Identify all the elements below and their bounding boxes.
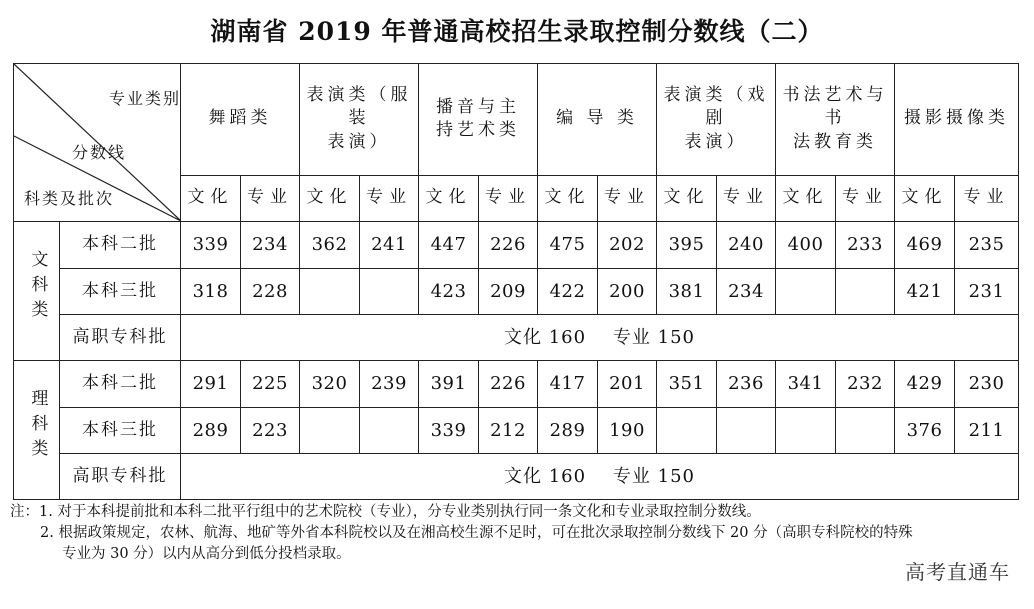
score-cell: 395	[657, 222, 717, 269]
score-cell: 232	[836, 361, 895, 408]
score-cell: 209	[479, 269, 538, 315]
score-cell	[776, 408, 836, 454]
score-cell	[360, 269, 419, 315]
score-cell	[836, 408, 895, 454]
score-cell: 318	[181, 269, 241, 315]
sub-header-culture: 文化	[181, 175, 241, 221]
score-cell: 429	[895, 361, 955, 408]
page-title: 湖南省 2019 年普通高校招生录取控制分数线（二）	[210, 17, 824, 46]
group-label-text: 文科类	[27, 249, 48, 325]
sub-header-culture: 文化	[895, 175, 955, 221]
watermark-text: 高考直通车	[905, 560, 1010, 584]
score-cell: 226	[479, 361, 538, 408]
score-cell: 236	[717, 361, 776, 408]
score-cell	[300, 408, 360, 454]
category-header: 表演类（服装 表演）	[300, 64, 419, 176]
score-cell: 423	[419, 269, 479, 315]
batch-label: 高职专科批	[60, 315, 181, 361]
category-header: 表演类（戏剧 表演）	[657, 64, 776, 176]
diagonal-header-cell	[14, 64, 181, 222]
group-label	[14, 361, 60, 500]
score-cell: 212	[479, 408, 538, 454]
score-cell: 211	[955, 408, 1019, 454]
category-header: 编 导 类	[538, 64, 657, 176]
score-cell: 320	[300, 361, 360, 408]
score-cell: 341	[776, 361, 836, 408]
score-cell: 475	[538, 222, 598, 269]
score-cell: 239	[360, 361, 419, 408]
sub-header-major: 专业	[479, 175, 538, 221]
score-cell	[360, 408, 419, 454]
score-cell: 339	[181, 222, 241, 269]
score-cell: 240	[717, 222, 776, 269]
vocational-score-cell: 文化 160 专业 150	[181, 315, 1019, 361]
score-cell: 289	[181, 408, 241, 454]
table-row	[14, 361, 1019, 408]
diag-label-score: 分数线	[72, 143, 127, 162]
score-cell: 234	[717, 269, 776, 315]
score-cell: 223	[241, 408, 300, 454]
diag-label-category: 专业类别	[109, 89, 182, 108]
sub-header-culture: 文化	[776, 175, 836, 221]
batch-label: 本科二批	[60, 361, 181, 408]
table-row	[14, 454, 1019, 500]
sub-header-major: 专业	[836, 175, 895, 221]
table-row	[14, 408, 1019, 454]
sub-header-culture: 文化	[657, 175, 717, 221]
category-header: 摄影摄像类	[895, 64, 1019, 176]
score-cell: 234	[241, 222, 300, 269]
batch-label: 本科三批	[60, 408, 181, 454]
score-cell: 190	[598, 408, 657, 454]
score-cell: 469	[895, 222, 955, 269]
score-cell	[836, 269, 895, 315]
batch-label: 本科二批	[60, 222, 181, 269]
score-cell: 202	[598, 222, 657, 269]
score-cell: 201	[598, 361, 657, 408]
score-cell: 231	[955, 269, 1019, 315]
score-cell: 351	[657, 361, 717, 408]
score-cell: 339	[419, 408, 479, 454]
sub-header-culture: 文化	[538, 175, 598, 221]
score-cell: 200	[598, 269, 657, 315]
score-cell: 362	[300, 222, 360, 269]
table-row	[14, 222, 1019, 269]
score-cell: 241	[360, 222, 419, 269]
score-cell: 225	[241, 361, 300, 408]
sub-header-major: 专业	[955, 175, 1019, 221]
note-1: 注：1. 对于本科提前批和本科二批平行组中的艺术院校（专业），分专业类别执行同一条文化和专业录取控制分数线。	[10, 504, 761, 520]
score-cell: 226	[479, 222, 538, 269]
sub-header-major: 专业	[717, 175, 776, 221]
score-cell	[776, 269, 836, 315]
batch-label: 本科三批	[60, 269, 181, 315]
score-cell: 400	[776, 222, 836, 269]
score-cell	[300, 269, 360, 315]
score-cell	[717, 408, 776, 454]
table-row	[14, 315, 1019, 361]
sub-header-culture: 文化	[300, 175, 360, 221]
group-label-text: 理科类	[27, 388, 48, 464]
vocational-score-cell: 文化 160 专业 150	[181, 454, 1019, 500]
score-cell: 391	[419, 361, 479, 408]
table-row	[14, 269, 1019, 315]
score-cell	[657, 408, 717, 454]
sub-header-major: 专业	[241, 175, 300, 221]
sub-header-culture: 文化	[419, 175, 479, 221]
score-cell: 376	[895, 408, 955, 454]
score-cell: 421	[895, 269, 955, 315]
batch-label: 高职专科批	[60, 454, 181, 500]
score-cell: 417	[538, 361, 598, 408]
score-table	[13, 63, 1019, 500]
category-header: 播音与主 持艺术类	[419, 64, 538, 176]
group-label	[14, 222, 60, 361]
score-cell: 447	[419, 222, 479, 269]
category-header: 书法艺术与书 法教育类	[776, 64, 895, 176]
score-cell: 233	[836, 222, 895, 269]
sub-header-major: 专业	[598, 175, 657, 221]
score-table-body	[14, 222, 1019, 500]
score-cell: 422	[538, 269, 598, 315]
score-cell: 381	[657, 269, 717, 315]
note-2: 2. 根据政策规定，农林、航海、地矿等外省本科院校以及在湘高校生源不足时，可在批次录取控制分数线下 20 分（高职专科院校的特殊	[40, 525, 913, 541]
note-2-continued: 专业为 30 分）以内从高分到低分投档录取。	[62, 546, 351, 562]
score-cell: 235	[955, 222, 1019, 269]
sub-header-major: 专业	[360, 175, 419, 221]
category-header: 舞蹈类	[181, 64, 300, 176]
score-cell: 289	[538, 408, 598, 454]
diag-label-batch: 科类及批次	[24, 189, 115, 208]
score-cell: 228	[241, 269, 300, 315]
score-cell: 291	[181, 361, 241, 408]
score-cell: 230	[955, 361, 1019, 408]
